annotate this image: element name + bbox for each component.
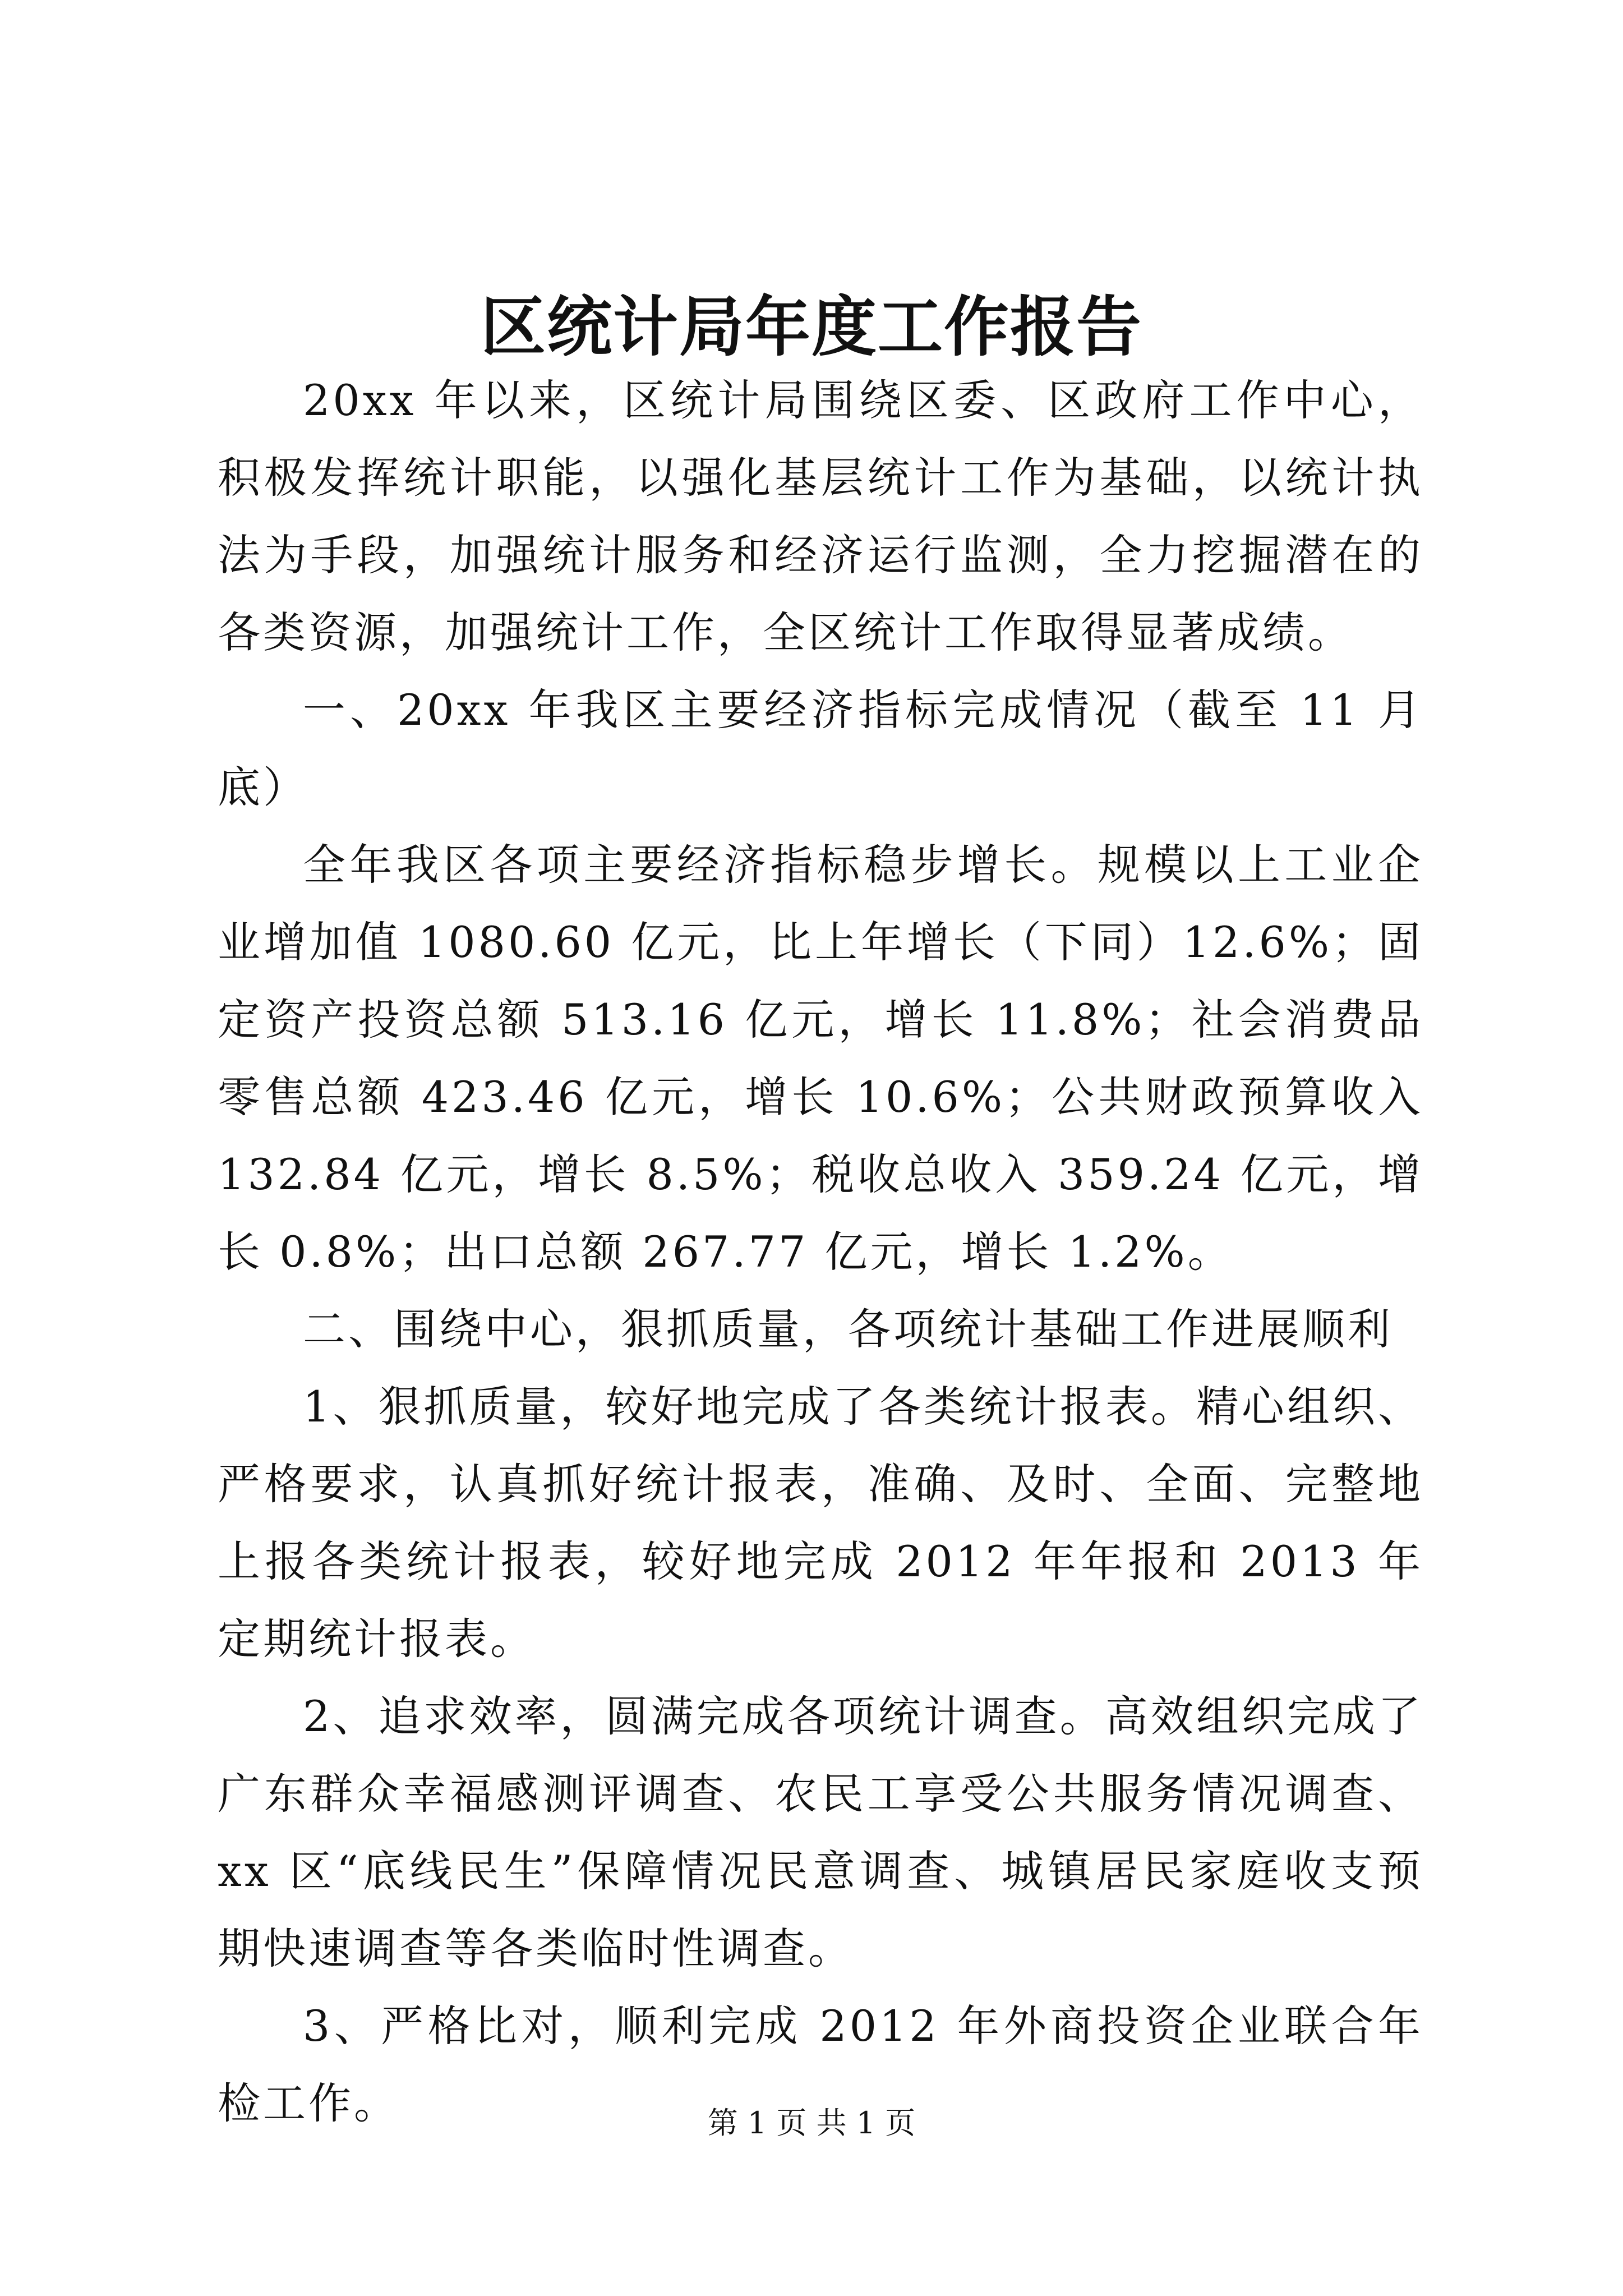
item-3-paragraph: 3、严格比对，顺利完成 2012 年外商投资企业联合年检工作。 <box>218 2001 1423 2128</box>
section-heading-1: 一、20xx 年我区主要经济指标完成情况（截至 11 月底） <box>218 685 1423 812</box>
page-footer: 第 1 页 共 1 页 <box>707 2105 916 2141</box>
intro-paragraph: 20xx 年以来，区统计局围绕区委、区政府工作中心，积极发挥统计职能，以强化基层统计工作为基础，以统计执法为手段，加强统计服务和经济运行监测，全力挖掘潜在的各类资源，加强统计工作，全区统计工作取得显著成绩。 <box>218 375 1423 657</box>
economic-indicators-paragraph: 全年我区各项主要经济指标稳步增长。规模以上工业企业增加值 1080.60 亿元，比上年增长（下同）12.6%；固定资产投资总额 513.16 亿元，增长 11.8%；社会消费品零售总额 423.46 亿元，增长 10.6%；公共财政预算收入 132.84 亿元，增长 8.5%；税收总收入 359.24 亿元，增长 0.8%；出口总额 267.77 亿元，增长 1.2%。 <box>218 840 1423 1277</box>
item-1-paragraph: 1、狠抓质量，较好地完成了各类统计报表。精心组织、严格要求，认真抓好统计报表，准确、及时、全面、完整地上报各类统计报表，较好地完成 2012 年年报和 2013 年定期统计报表。 <box>218 1382 1423 1664</box>
document-title: 区统计局年度工作报告 <box>481 289 1142 365</box>
document-body <box>218 362 1423 2142</box>
item-2-paragraph: 2、追求效率，圆满完成各项统计调查。高效组织完成了广东群众幸福感测评调查、农民工享受公共服务情况调查、xx 区“底线民生”保障情况民意调查、城镇居民家庭收支预期快速调查等各类临时性调查。 <box>218 1691 1423 1973</box>
section-heading-2: 二、围绕中心，狠抓质量，各项统计基础工作进展顺利 <box>303 1304 1393 1354</box>
